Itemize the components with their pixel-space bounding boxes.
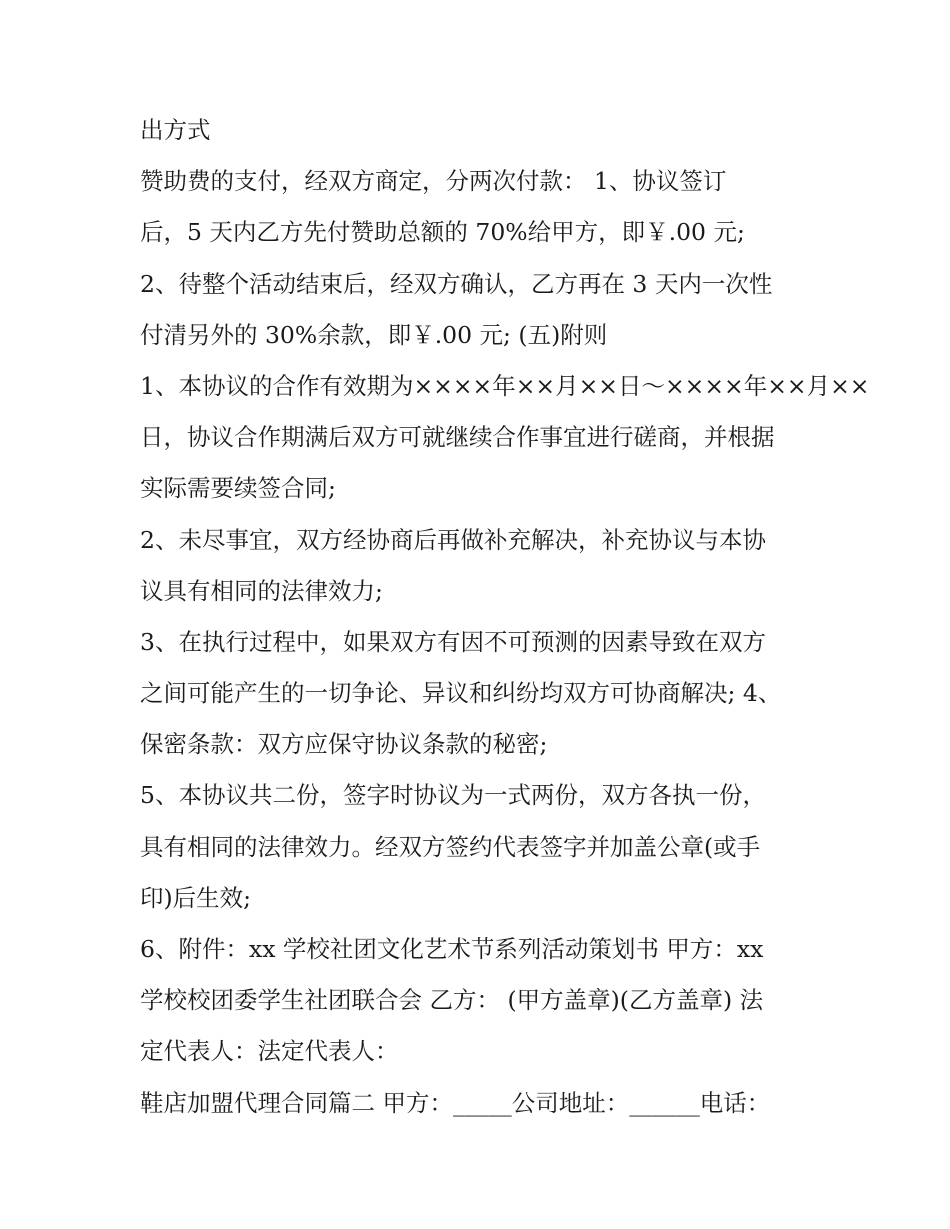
text-line: 1、本协议的合作有效期为××××年××月××日～××××年××月××	[140, 371, 870, 400]
text-line: 印)后生效;	[140, 883, 252, 912]
text-line: 赞助费的支付，经双方商定，分两次付款： 1、协议签订	[140, 167, 727, 196]
text-line: 5、本协议共二份，签字时协议为一式两份，双方各执一份，	[140, 781, 766, 810]
text-line: 学校校团委学生社团联合会 乙方： (甲方盖章)(乙方盖章) 法	[140, 986, 764, 1015]
text-line: 议具有相同的法律效力;	[140, 576, 383, 605]
text-line: 后，5 天内乙方先付赞助总额的 70%给甲方，即￥.00 元;	[140, 218, 745, 247]
text-line: 鞋店加盟代理合同篇二 甲方：_____公司地址：______电话：	[140, 1088, 771, 1117]
text-line: 6、附件：xx 学校社团文化艺术节系列活动策划书 甲方：xx	[140, 935, 764, 963]
text-line: 3、在执行过程中，如果双方有因不可预测的因素导致在双方	[140, 627, 766, 656]
text-line: 2、未尽事宜，双方经协商后再做补充解决，补充协议与本协	[140, 525, 766, 554]
text-line: 定代表人：法定代表人：	[140, 1037, 399, 1066]
document-body	[140, 108, 870, 1132]
text-line: 出方式	[140, 116, 211, 144]
text-line: 日，协议合作期满后双方可就继续合作事宜进行磋商，并根据	[140, 423, 775, 452]
text-line: 实际需要续签合同;	[140, 474, 336, 503]
text-line: 具有相同的法律效力。经双方签约代表签字并加盖公章(或手	[140, 832, 761, 861]
text-line: 之间可能产生的一切争论、异议和纠纷均双方可协商解决; 4、	[140, 679, 782, 708]
text-line: 保密条款：双方应保守协议条款的秘密;	[140, 730, 548, 759]
text-line: 2、待整个活动结束后，经双方确认，乙方再在 3 天内一次性	[140, 269, 773, 298]
text-line: 付清另外的 30%余款，即￥.00 元; (五)附则	[140, 320, 608, 349]
